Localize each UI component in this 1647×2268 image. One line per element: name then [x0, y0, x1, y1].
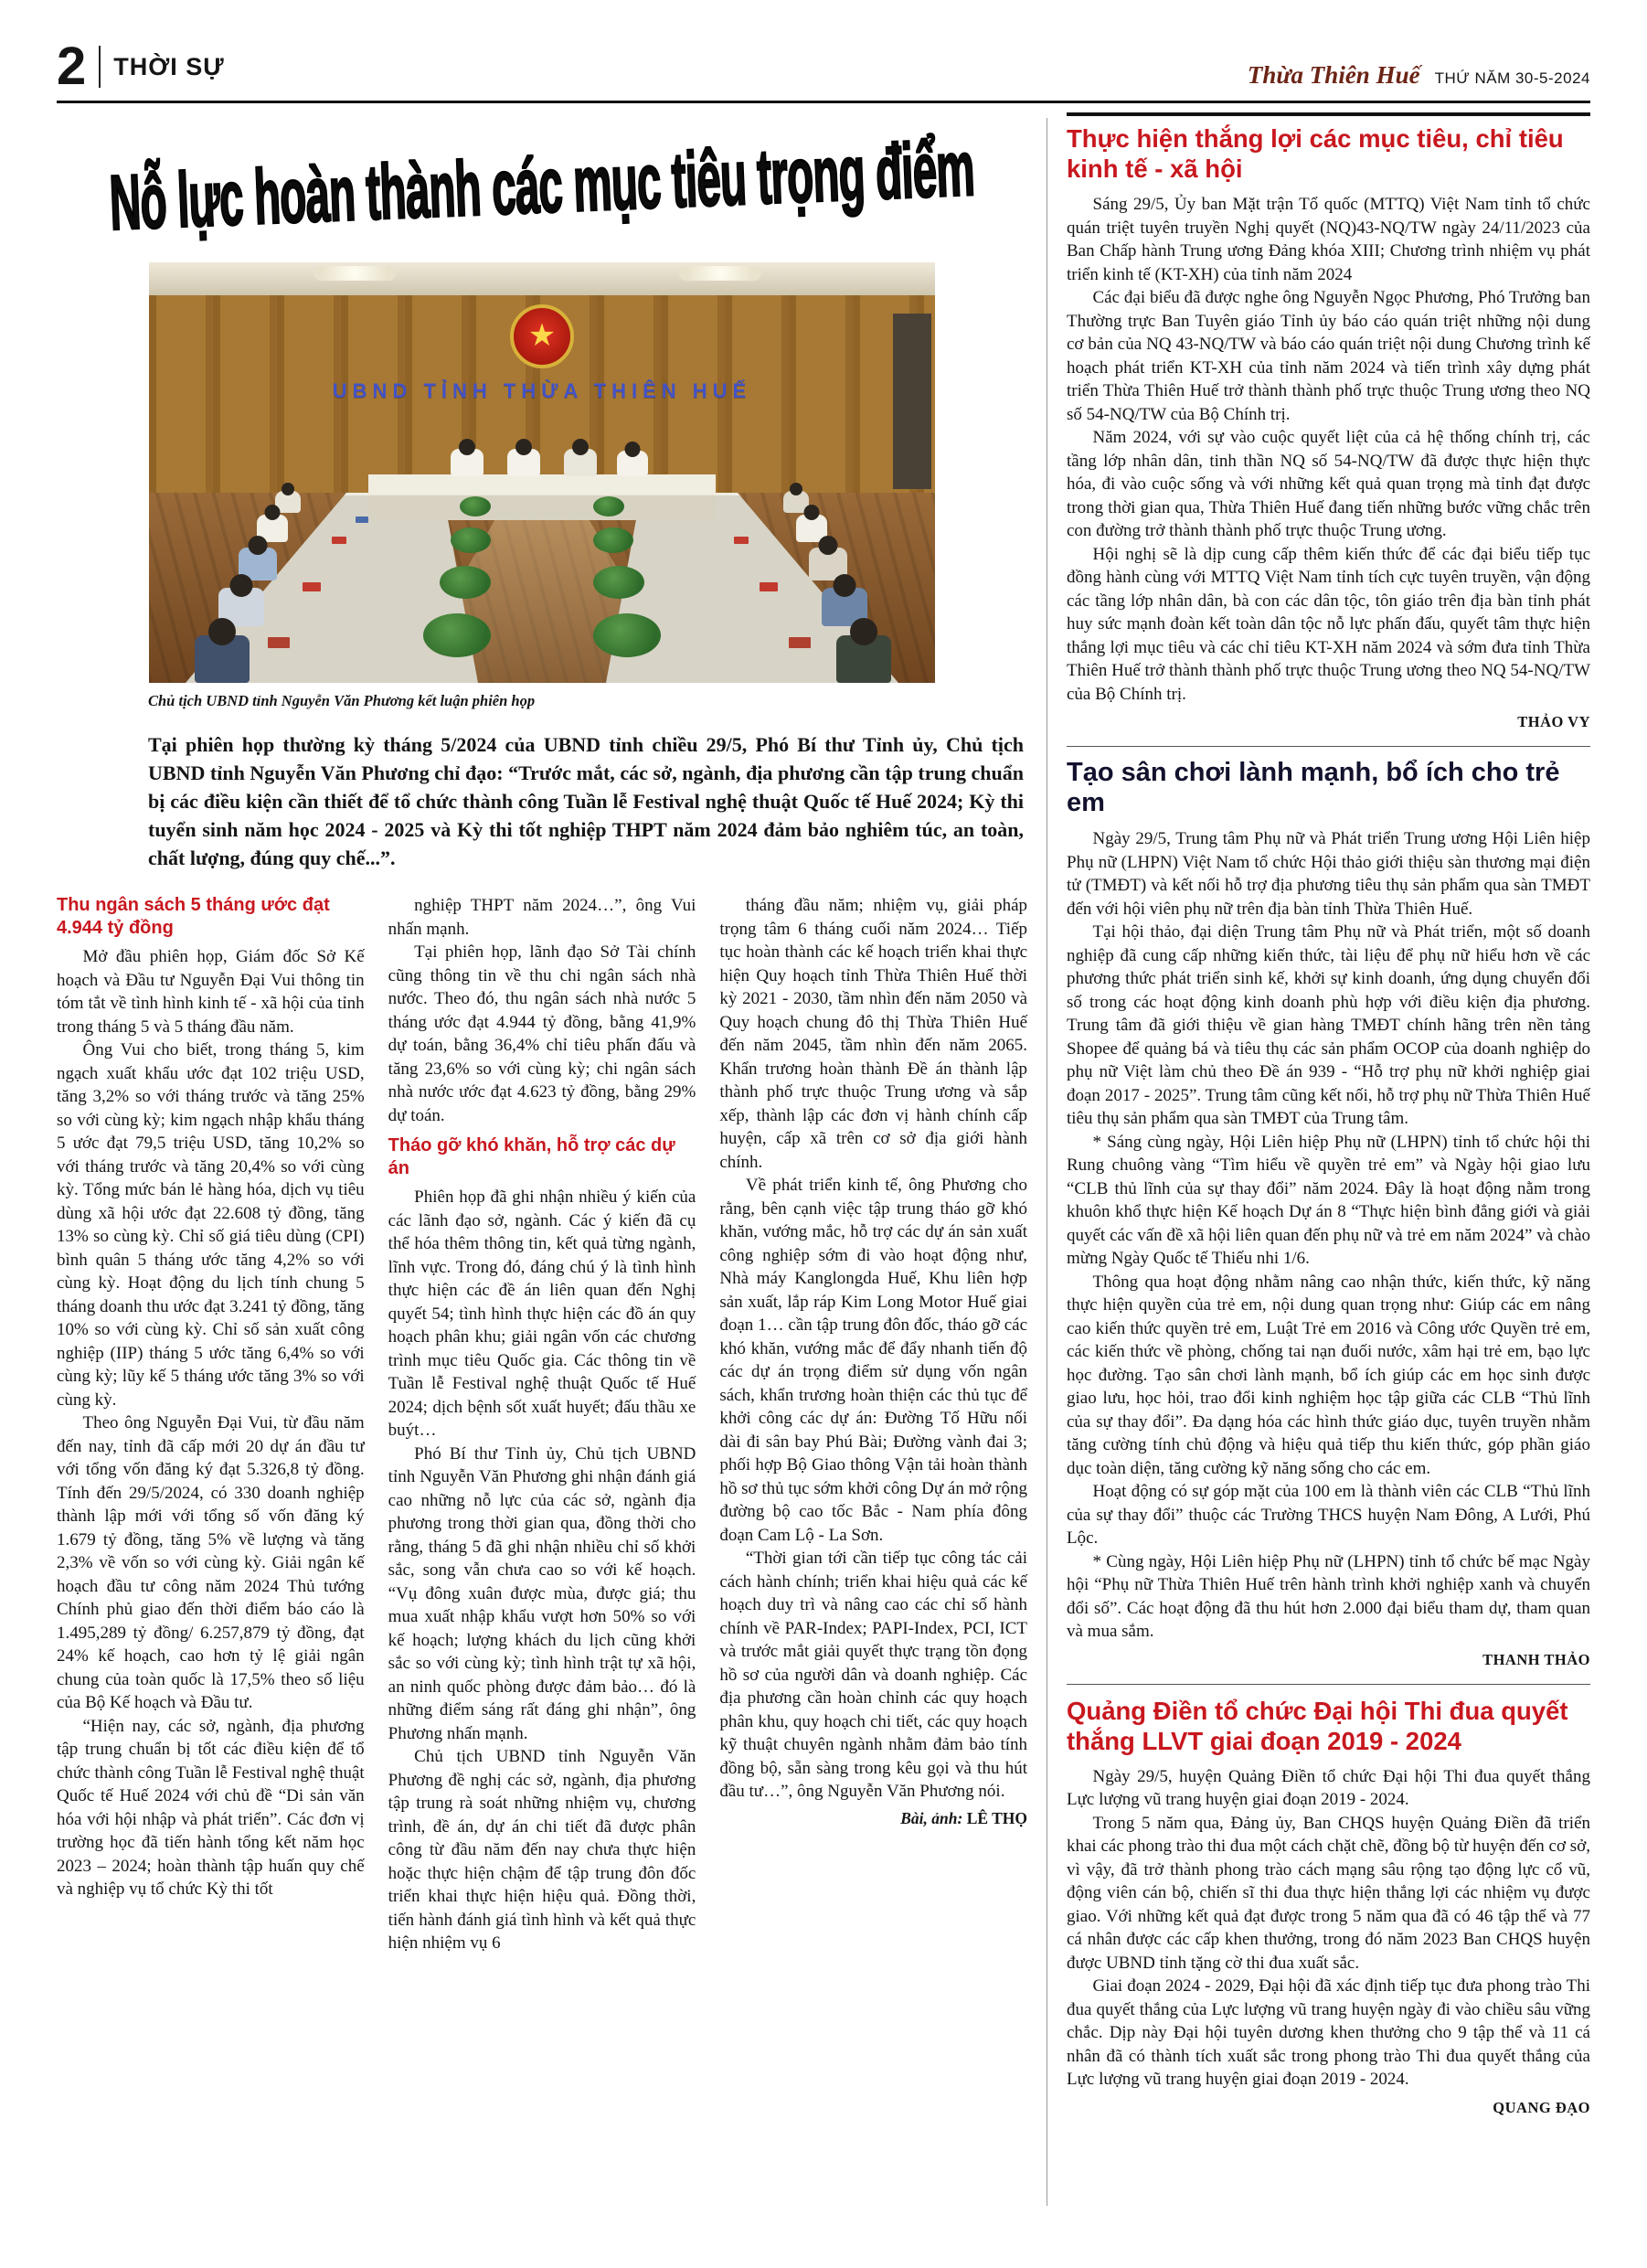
- national-emblem-icon: ★: [510, 304, 574, 368]
- page-header: [57, 37, 1590, 103]
- article-byline: THẢO VY: [1517, 713, 1590, 730]
- plant-decoration: [440, 566, 491, 599]
- header-divider: [99, 46, 101, 88]
- byline-name: LÊ THỌ: [966, 1808, 1028, 1827]
- header-left: [57, 37, 225, 96]
- article-tre-em: [1067, 746, 1590, 1669]
- paragraph: Thông qua hoạt động nhằm nâng cao nhận thức, kiến thức, kỹ năng thực hiện quyền của trẻ em, nội dung quan trọng như: Giúp các em nâng cao kiến thức quyền trẻ em, Luật Trẻ em 2016 và Công ước Quyền trẻ em, các kiến thức về phòng, chống tai nạn đuối nước, xâm hại trẻ em, bạo lực học đường. Tạo sân chơi lành mạnh, bổ ích giúp các em học sinh được giao lưu, học hỏi, trao đổi kinh nghiệm học tập giữa các CLB “Thủ lĩnh của sự thay đổi”. Đa dạng hóa các hình thức giáo dục, tuyên truyền nhằm tăng cường tính chủ động và hiệu quả tiếp thu kiến thức, góp phần giáo dục toàn diện, tăng cường kỹ năng sống cho các em.: [1067, 1272, 1590, 1478]
- ceiling-light-icon: [679, 266, 761, 281]
- red-folder: [268, 637, 290, 648]
- paragraph: Theo ông Nguyễn Đại Vui, từ đầu năm đến nay, tỉnh đã cấp mới 20 dự án đầu tư với tổng vốn đăng ký đạt 5.326,8 tỷ đồng. Tính đến 29/5/2024, có 330 doanh nghiệp thành lập mới với tổng số vốn đăng ký 1.679 tỷ đồng, tăng 5% về lượng và tăng 2,3% về vốn so với cùng kỳ. Giải ngân kế hoạch đầu tư công năm 2024 Thủ tướng Chính phủ giao đến thời điểm báo cáo là 1.495,289 tỷ đồng/ 6.257,879 tỷ đồng, đạt 24% kế hoạch, cao hơn tỷ lệ giải ngân chung của toàn quốc là 17,5% theo số liệu của Bộ Kế hoạch và Đầu tư.: [57, 1413, 365, 1712]
- article-headline: Quảng Điền tổ chức Đại hội Thi đua quyết thắng LLVT giai đoạn 2019 - 2024: [1067, 1696, 1568, 1755]
- paragraph: Tại hội thảo, đại diện Trung tâm Phụ nữ và Phát triển, một số doanh nghiệp đã cung cấp những kiến thức, tài liệu để phụ nữ hiểu hơn về các phương thức phát triển sinh kế, khởi sự kinh doanh, ứng dụng chuyển đổi số trong các hoạt động kinh doanh phù hợp với điều kiện địa phương. Trung tâm đã giới thiệu về gian hàng TMĐT chính hãng trên nền tảng Shopee để quảng bá và tiêu thụ các sản phẩm OCOP của doanh nghiệp do phụ nữ Việt làm chủ theo Đề án 939 - “Hỗ trợ phụ nữ khởi nghiệp giai đoạn 2017 - 2025”. Trung tâm cũng kết nối, hỗ trợ phụ nữ Thừa Thiên Huế tiêu thụ sản phẩm qua sàn TMĐT của Trung tâm.: [1067, 922, 1590, 1128]
- paragraph: Phiên họp đã ghi nhận nhiều ý kiến của các lãnh đạo sở, ngành. Các ý kiến đã cụ thể hóa thêm thông tin, kết quả từng ngành, lĩnh vực. Trong đó, đáng chú ý là tình hình thực hiện các đề án liên quan đến Nghị quyết 54; tình hình thực hiện các đồ án quy hoạch phân khu; giải ngân vốn các chương trình mục tiêu Quốc gia. Các thông tin về Tuần lễ Festival nghệ thuật Quốc tế Huế 2024; dịch bệnh sốt xuất huyết; đấu thầu xe buýt…: [388, 1187, 696, 1440]
- photo-ceiling: [149, 262, 935, 295]
- person-figure: [564, 449, 597, 476]
- paragraph: Phó Bí thư Tỉnh ủy, Chủ tịch UBND tỉnh Nguyễn Văn Phương ghi nhận đánh giá cao những nỗ lực của các sở, ngành địa phương trong thời gian qua, đồng thời cho rằng, tháng 5 đã ghi nhận nhiều chỉ số khởi sắc, song vẫn chưa cao so với kế hoạch. “Vụ đông xuân được mùa, được giá; thu mua xuất nhập khẩu vượt hơn 50% so với kế hoạch; lượng khách du lịch cũng khởi sắc so với cùng kỳ; tình hình trật tự xã hội, an ninh quốc phòng được đảm bảo… đó là những điểm sáng rất đáng ghi nhận”, ông Phương nhấn mạnh.: [388, 1443, 696, 1743]
- blue-folder: [356, 516, 368, 523]
- subhead-budget: Thu ngân sách 5 tháng ước đạt 4.944 tỷ đồng: [57, 895, 330, 938]
- ceiling-light-icon: [313, 266, 396, 281]
- article-columns: [57, 894, 1027, 1955]
- photo-banner-text: UBND TỈNH THỪA THIÊN HUẾ: [332, 379, 752, 402]
- article-column-1: [57, 894, 365, 1955]
- main-article: [57, 112, 1027, 2206]
- red-folder: [303, 582, 321, 591]
- subhead-projects: Tháo gỡ khó khăn, hỗ trợ các dự án: [388, 1135, 675, 1178]
- photo-head-table: [368, 474, 716, 520]
- main-headline: Nỗ lực hoàn thành các mục tiêu trọng điểm: [108, 123, 976, 246]
- main-article-byline: [719, 1809, 1027, 1828]
- red-folder: [760, 582, 778, 591]
- person-figure: [195, 635, 250, 683]
- section-title: THỜI SỰ: [113, 52, 225, 80]
- article-byline: QUANG ĐẠO: [1493, 2098, 1590, 2116]
- paragraph: * Cùng ngày, Hội Liên hiệp Phụ nữ (LHPN) tỉnh tổ chức bế mạc Ngày hội “Phụ nữ Thừa Thiên Huế trên hành trình khởi nghiệp xanh và chuyển đổi số”. Các hoạt động đã thu hút hơn 2.000 đại biểu tham dự, tham quan và mua sắm.: [1067, 1551, 1590, 1641]
- person-figure: [451, 449, 483, 476]
- plant-decoration: [593, 496, 624, 516]
- person-figure: [836, 635, 891, 683]
- paragraph: tháng đầu năm; nhiệm vụ, giải pháp trọng tâm 6 tháng cuối năm 2024… Tiếp tục hoàn thành các kế hoạch triển khai thực hiện Quy hoạch tỉnh Thừa Thiên Huế thời kỳ 2021 - 2030, tầm nhìn đến năm 2050 và Quy hoạch chung đô thị Thừa Thiên Huế đến năm 2045, tầm nhìn đến năm 2065. Khẩn trương hoàn thành Đề án thành lập thành phố trực thuộc Trung ương và sắp xếp, thành lập các đơn vị hành chính cấp huyện, cấp xã trên cơ sở địa giới hành chính.: [719, 896, 1028, 1172]
- paragraph: Năm 2024, với sự vào cuộc quyết liệt của cả hệ thống chính trị, các tầng lớp nhân dân, tinh thần NQ số 54-NQ/TW đã được thực hiện thực hóa, đi vào cuộc sống và với những kết quả quan trọng mà tỉnh đạt được trong thời gian qua, Thừa Thiên Huế đang tiến những bước vững chắc trên con đường trở thành thành phố trực thuộc Trung ương.: [1067, 428, 1590, 540]
- paragraph: Ông Vui cho biết, trong tháng 5, kim ngạch xuất khẩu ước đạt 102 triệu USD, tăng 3,2% so với tháng trước và tăng 25% so với cùng kỳ; kim ngạch nhập khẩu tháng 5 ước đạt 79,5 triệu USD, tăng 10,2% so với tháng trước và tăng 20,4% so với cùng kỳ. Tổng mức bán lẻ hàng hóa, dịch vụ tiêu dùng xã hội ước đạt 22.608 tỷ đồng, tăng 13% so cùng kỳ. Chỉ số giá tiêu dùng (CPI) bình quân 5 tháng ước tăng 4,2% so với cùng kỳ. Hoạt động du lịch tính chung 5 tháng doanh thu ước đạt 3.241 tỷ đồng, tăng 10% so với cùng kỳ. Chỉ số sản xuất công nghiệp (IIP) tháng 5 ước tăng 6,4% so với cùng kỳ; lũy kế 5 tháng ước tăng 3% so với cùng kỳ.: [57, 1040, 365, 1410]
- byline-prefix: Bài, ảnh:: [900, 1808, 963, 1827]
- issue-date: THỨ NĂM 30-5-2024: [1434, 69, 1590, 87]
- paragraph: Hoạt động có sự góp mặt của 100 em là thành viên các CLB “Thủ lĩnh của sự thay đổi” thuộc các Trường THCS huyện Nam Đông, A Lưới, Phú Lộc.: [1067, 1482, 1590, 1548]
- lede-paragraph: Tại phiên họp thường kỳ tháng 5/2024 của UBND tỉnh chiều 29/5, Phó Bí thư Tỉnh ủy, Chủ tịch UBND tỉnh Nguyễn Văn Phương chỉ đạo: “Trước mắt, các sở, ngành, địa phương cần tập trung chuẩn bị các điều kiện cần thiết để tổ chức thành công Tuần lễ Festival nghệ thuật Quốc tế Huế 2024; Kỳ thi tuyển sinh năm học 2024 - 2025 và Kỳ thi tốt nghiệp THPT năm 2024 đảm bảo nghiêm túc, an toàn, chất lượng, đúng quy chế...”.: [148, 733, 1024, 869]
- paragraph: “Hiện nay, các sở, ngành, địa phương tập trung chuẩn bị tốt các điều kiện để tổ chức thành công Tuần lễ Festival nghệ thuật Quốc tế Huế 2024 với chủ đề “Di sản văn hóa với hội nhập và phát triển”. Các đơn vị trường học đã tiến hành tổng kết năm học 2023 – 2024; hoàn thành tập huấn quy chế và nghiệp vụ tổ chức Kỳ thi tốt: [57, 1716, 365, 1899]
- red-folder: [734, 537, 749, 544]
- paragraph: Trong 5 năm qua, Đảng ủy, Ban CHQS huyện Quảng Điền đã triển khai các phong trào thi đua một cách chặt chẽ, đồng bộ từ huyện đến cơ sở, vì vậy, đã trở thành phong trào cách mạng sâu rộng tạo động lực cổ vũ, động viên cán bộ, chiến sĩ thi đua thực hiện thắng lợi các nhiệm vụ được giao. Với những kết quả đạt được trong 5 năm qua đã có 46 tập thể và 77 cá nhân được các cấp khen thưởng, trong đó năm 2023 Ban CHQS huyện được UBND tỉnh tặng cờ thi đua xuất sắc.: [1067, 1813, 1590, 1973]
- plant-decoration: [593, 527, 633, 553]
- page-content: [57, 112, 1590, 2206]
- masthead: Thừa Thiên Huế: [1247, 61, 1420, 89]
- main-headline-wrap: [57, 112, 1027, 257]
- paragraph: “Thời gian tới cần tiếp tục công tác cải cách hành chính; triển khai hiệu quả các kế hoạch duy trì và nâng cao các chỉ số hành chính về PAR-Index; PAPI-Index, PCI, ICT và trước mắt giải quyết thực trạng tồn đọng hồ sơ của người dân và doanh nghiệp. Các địa phương cần hoàn chỉnh các quy hoạch phân khu, quy hoạch chi tiết, các quy hoạch kỹ thuật chuyên ngành nhằm đảm bảo tính đồng bộ, sẵn sàng trong kêu gọi và thu hút đầu tư…”, ông Nguyễn Văn Phương nói.: [719, 1549, 1028, 1801]
- paragraph: nghiệp THPT năm 2024…”, ông Vui nhấn mạnh.: [388, 896, 696, 939]
- paragraph: Mở đầu phiên họp, Giám đốc Sở Kế hoạch và Đầu tư Nguyễn Đại Vui thông tin tóm tắt về tình hình kinh tế - xã hội của tỉnh trong tháng 5 và 5 tháng đầu năm.: [57, 947, 365, 1037]
- paragraph: Chủ tịch UBND tỉnh Nguyễn Văn Phương đề nghị các sở, ngành, địa phương tập trung rà soát những nhiệm vụ, chương trình, đề án, dự án chi tiết đã được phân công từ đầu năm đến nay chưa thực hiện hoặc thực hiện chậm để tập trung đôn đốc triển khai thực hiện hiệu quả. Đồng thời, tiến hành đánh giá tình hình và kết quả thực hiện nhiệm vụ 6: [388, 1747, 696, 1953]
- person-figure: [507, 449, 540, 476]
- paragraph: Về phát triển kinh tế, ông Phương cho rằng, bên cạnh việc tập trung tháo gỡ khó khăn, vướng mắc, hỗ trợ các dự án sản xuất công nghiệp sớm đi vào hoạt động như, Nhà máy Kanglongda Huế, Khu liên hợp sản xuất, lắp ráp Kim Long Motor Huế giai đoạn 1… cần tập trung đôn đốc, tháo gỡ các khó khăn, vướng mắc để đẩy nhanh tiến độ các dự án trọng điểm sử dụng vốn ngân sách, khẩn trương hoàn thiện các thủ tục để khởi công các dự án: Đường Tố Hữu nối dài đi sân bay Phú Bài; Đường vành đai 3; phối hợp Bộ Giao thông Vận tải hoàn thành hồ sơ thủ tục sớm khởi công Dự án mở rộng đường bộ cao tốc Bắc - Nam phía đông đoạn Cam Lộ - La Sơn.: [719, 1176, 1028, 1545]
- article-byline: THANH THẢO: [1482, 1650, 1590, 1668]
- paragraph: Giai đoạn 2024 - 2029, Đại hội đã xác định tiếp tục đưa phong trào Thi đua quyết thắng của Lực lượng vũ trang huyện ngày đi vào chiều sâu vững chắc. Dịp này Đại hội tuyên dương khen thưởng cho 9 tập thể và 11 cá nhân đã có thành tích xuất sắc trong phong trào Thi đua quyết thắng của Lực lượng vũ trang huyện giai đoạn 2019 - 2024.: [1067, 1976, 1590, 2089]
- red-folder: [332, 537, 346, 544]
- photo-caption: Chủ tịch UBND tỉnh Nguyễn Văn Phương kết luận phiên họp: [148, 692, 536, 709]
- right-column: [1067, 112, 1590, 2206]
- article-column-2: [388, 894, 696, 1955]
- paragraph: * Sáng cùng ngày, Hội Liên hiệp Phụ nữ (LHPN) tỉnh tổ chức hội thi Rung chuông vàng “Tìm hiểu về quyền trẻ em” và Ngày hội giao lưu “CLB thủ lĩnh của sự thay đổi” năm 2024. Đây là hoạt động nằm trong khuôn khổ thực hiện Kế hoạch Dự án 8 “Thực hiện bình đẳng giới và giải quyết các vấn đề xã hội liên quan đến phụ nữ và trẻ em năm 2024” và chào mừng Ngày Quốc tế Thiếu nhi 1/6.: [1067, 1132, 1590, 1268]
- article-kt-xh: [1067, 112, 1590, 731]
- paragraph: Tại phiên họp, lãnh đạo Sở Tài chính cũng thông tin về thu chi ngân sách nhà nước. Theo đó, thu ngân sách nhà nước 5 tháng ước đạt 4.944 tỷ đồng, bằng 41,9% dự toán, bằng 36,4% chỉ tiêu phấn đấu và tăng 23,6% so với cùng kỳ; chi ngân sách nhà nước ước đạt 4.623 tỷ đồng, bằng 29% dự toán.: [388, 942, 696, 1125]
- paragraph: Các đại biểu đã được nghe ông Nguyễn Ngọc Phương, Phó Trưởng ban Thường trực Ban Tuyên giáo Tỉnh ủy báo cáo quán triệt những nội dung cơ bản của NQ 43-NQ/TW và báo cáo quán triệt nội dung Chương trình kế hoạch phát triển KT-XH của tỉnh năm 2024 và tiến trình xây dựng phát triển Thừa Thiên Huế trở thành thành phố trực thuộc Trung ương theo NQ số 54-NQ/TW của Bộ Chính trị.: [1067, 288, 1590, 424]
- page-number: 2: [57, 37, 87, 96]
- article-headline: Thực hiện thắng lợi các mục tiêu, chỉ tiêu kinh tế - xã hội: [1067, 124, 1564, 183]
- plant-decoration: [593, 566, 644, 599]
- paragraph: Sáng 29/5, Ủy ban Mặt trận Tổ quốc (MTTQ) Việt Nam tỉnh tổ chức quán triệt tuyên truyền Nghị quyết (NQ)43-NQ/TW ngày 24/11/2023 của Ban Chấp hành Trung ương Đảng khóa XIII; Chương trình nhiệm vụ phát triển kinh tế (KT-XH) của tỉnh năm 2024: [1067, 195, 1590, 284]
- paragraph: Ngày 29/5, Trung tâm Phụ nữ và Phát triển Trung ương Hội Liên hiệp Phụ nữ (LHPN) Việt Nam tổ chức Hội thảo giới thiệu sàn thương mại điện tử (TMĐT) và kết nối hỗ trợ địa phương tiêu thụ sản phẩm qua sàn TMĐT đến với hội viên phụ nữ trên địa bàn tỉnh Thừa Thiên Huế.: [1067, 829, 1590, 919]
- plant-decoration: [593, 613, 661, 657]
- article-column-3: [719, 894, 1027, 1955]
- paragraph: Hội nghị sẽ là dịp cung cấp thêm kiến thức để các đại biểu tiếp tục đồng hành cùng với MTTQ Việt Nam tỉnh tích cực tuyên truyền, vận động các tầng lớp nhân dân, bà con các dân tộc, tôn giáo trên địa bàn tỉnh phát huy sức mạnh đoàn kết toàn dân tộc nỗ lực phấn đấu, quyết tâm thực hiện thắng lợi mục tiêu và các chỉ tiêu KT-XH năm 2024 và sớm đưa tỉnh Thừa Thiên Huế trở thành thành phố trực thuộc Trung ương theo NQ 54-NQ/TW của Bộ Chính trị.: [1067, 544, 1590, 704]
- header-right: [1248, 61, 1590, 93]
- plant-decoration: [451, 527, 491, 553]
- article-quang-dien: [1067, 1684, 1590, 2117]
- article-headline: Tạo sân chơi lành mạnh, bổ ích cho trẻ em: [1067, 758, 1560, 817]
- plant-decoration: [460, 496, 491, 516]
- person-figure: [617, 451, 648, 476]
- plant-decoration: [423, 613, 491, 657]
- red-folder: [789, 637, 811, 648]
- paragraph: Ngày 29/5, huyện Quảng Điền tổ chức Đại hội Thi đua quyết thắng Lực lượng vũ trang huyện giai đoạn 2019 - 2024.: [1067, 1766, 1590, 1809]
- meeting-photo: [149, 262, 935, 683]
